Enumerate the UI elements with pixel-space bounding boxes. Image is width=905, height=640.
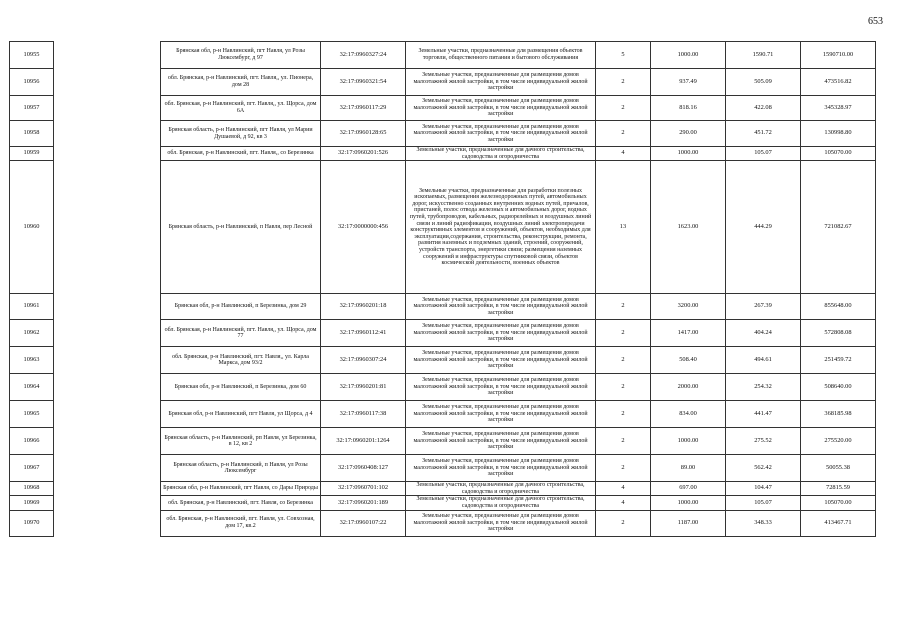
gap-cell [54, 147, 161, 161]
rate-cell: 441.47 [726, 401, 801, 428]
land-purpose-cell: Земельные участки, предназначенные для размещения объектов торговли, общественного питания и бытового обслуживания [406, 42, 596, 69]
group-code-cell: 2 [596, 428, 651, 455]
land-purpose-cell: Земельные участки, предназначенные для дачного строительства, садоводства и огородничества [406, 482, 596, 496]
table-row [10, 121, 876, 147]
land-purpose-cell: Земельные участки, предназначенные для размещения домов малоэтажной жилой застройки, в том числе индивидуальной жилой застройки [406, 455, 596, 482]
group-code-cell: 2 [596, 294, 651, 320]
row-id-cell: 10961 [10, 294, 54, 320]
address-cell: Брянская обл, р-н Навлинский, пгт Навля, ул Щорса, д 4 [161, 401, 321, 428]
cadastral-number-cell: 32:17:0960201:18 [321, 294, 406, 320]
rate-cell: 105.07 [726, 496, 801, 510]
row-id-cell: 10962 [10, 320, 54, 347]
cadastral-number-cell: 32:17:0000000:456 [321, 161, 406, 294]
cadastral-number-cell: 32:17:0960201:189 [321, 496, 406, 510]
gap-cell [54, 161, 161, 294]
area-cell: 2000.00 [651, 374, 726, 401]
cadastral-value-cell: 130998.80 [801, 121, 876, 147]
address-cell: Брянская область, р-н Навлинский, пгт Навля, ул Марии Душаевой, д 92, кв 3 [161, 121, 321, 147]
row-id-cell: 10967 [10, 455, 54, 482]
address-cell: обл. Брянская, р-н Навлинский, пгт. Навля,, со Березинка [161, 147, 321, 161]
cadastral-number-cell: 32:17:0960408:127 [321, 455, 406, 482]
rate-cell: 275.52 [726, 428, 801, 455]
cadastral-value-cell: 50055.38 [801, 455, 876, 482]
cadastral-number-cell: 32:17:0960112:41 [321, 320, 406, 347]
address-cell: Брянская обл, р-н Навлинский, пгт Навля, со Дары Природы [161, 482, 321, 496]
cadastral-value-cell: 105070.00 [801, 147, 876, 161]
table-row [10, 482, 876, 496]
area-cell: 697.00 [651, 482, 726, 496]
address-cell: обл. Брянская, р-н Навлинский, пгт. Навля,, ул. Щорса, дом 77 [161, 320, 321, 347]
cadastral-number-cell: 32:17:0960201:526 [321, 147, 406, 161]
cadastral-value-cell: 251459.72 [801, 347, 876, 374]
group-code-cell: 2 [596, 510, 651, 536]
cadastral-number-cell: 32:17:0960201:81 [321, 374, 406, 401]
cadastral-value-cell: 413467.71 [801, 510, 876, 536]
gap-cell [54, 96, 161, 121]
area-cell: 1000.00 [651, 42, 726, 69]
row-id-cell: 10959 [10, 147, 54, 161]
land-purpose-cell: Земельные участки, предназначенные для размещения домов малоэтажной жилой застройки, в том числе индивидуальной жилой застройки [406, 428, 596, 455]
table-row [10, 401, 876, 428]
table-row [10, 147, 876, 161]
group-code-cell: 2 [596, 96, 651, 121]
land-purpose-cell: Земельные участки, предназначенные для размещения домов малоэтажной жилой застройки, в том числе индивидуальной жилой застройки [406, 294, 596, 320]
address-cell: Брянская обл, р-н Навлинский, п Березинка, дом 29 [161, 294, 321, 320]
address-cell: обл. Брянская, р-н Навлинский, пгт. Навля,, ул. Щорса, дом 6А [161, 96, 321, 121]
row-id-cell: 10958 [10, 121, 54, 147]
gap-cell [54, 374, 161, 401]
area-cell: 1000.00 [651, 428, 726, 455]
row-id-cell: 10970 [10, 510, 54, 536]
cadastral-number-cell: 32:17:0960117:29 [321, 96, 406, 121]
row-id-cell: 10968 [10, 482, 54, 496]
area-cell: 89.00 [651, 455, 726, 482]
land-purpose-cell: Земельные участки, предназначенные для размещения домов малоэтажной жилой застройки, в том числе индивидуальной жилой застройки [406, 374, 596, 401]
rate-cell: 494.61 [726, 347, 801, 374]
land-purpose-cell: Земельные участки, предназначенные для разработки полезных ископаемых, размещения железнодорожных путей, автомобильных дорог, искусственно созданных внутренних водных путей, причалов, пристаней, полос отвода железных и автомобильных дорог, водных путей, трубопроводов, кабельных, радиорелейных и воздушных линий связи и линий радиофикации, воздушных линий электропередачи конструктивных элементов и сооружений, объектов, необходимых для эксплуатации,содержания, строительства, реконструкции, ремонта, развития наземных и подземных зданий, строений, сооружений, устройств транспорта, энергетики связи; размещения наземных сооружений и инфраструктуры спутниковой связи, объектов космической деятельности, военных объектов [406, 161, 596, 294]
address-cell: Брянская область, р-н Навлинский, п Навля, ул Розы Люксембург [161, 455, 321, 482]
cadastral-number-cell: 32:17:0960128:65 [321, 121, 406, 147]
cadastral-value-cell: 105070.00 [801, 496, 876, 510]
row-id-cell: 10969 [10, 496, 54, 510]
row-id-cell: 10965 [10, 401, 54, 428]
page-number: 653 [868, 16, 883, 27]
address-cell: Брянская обл, р-н Навлинский, п Березинка, дом 60 [161, 374, 321, 401]
rate-cell: 104.47 [726, 482, 801, 496]
cadastral-number-cell: 32:17:0960327:24 [321, 42, 406, 69]
cadastral-number-cell: 32:17:0960117:38 [321, 401, 406, 428]
land-purpose-cell: Земельные участки, предназначенные для размещения домов малоэтажной жилой застройки, в том числе индивидуальной жилой застройки [406, 510, 596, 536]
gap-cell [54, 428, 161, 455]
cadastral-value-cell: 368185.98 [801, 401, 876, 428]
address-cell: Брянская область, р-н Навлинский, п Навля, пер Лесной [161, 161, 321, 294]
area-cell: 1187.00 [651, 510, 726, 536]
cadastral-value-cell: 572808.08 [801, 320, 876, 347]
cadastral-number-cell: 32:17:0960321:54 [321, 69, 406, 96]
cadastral-value-cell: 1590710.00 [801, 42, 876, 69]
row-id-cell: 10963 [10, 347, 54, 374]
gap-cell [54, 69, 161, 96]
gap-cell [54, 42, 161, 69]
group-code-cell: 2 [596, 347, 651, 374]
group-code-cell: 4 [596, 482, 651, 496]
gap-cell [54, 121, 161, 147]
rate-cell: 505.09 [726, 69, 801, 96]
table-row [10, 42, 876, 69]
row-id-cell: 10956 [10, 69, 54, 96]
table-row [10, 455, 876, 482]
row-id-cell: 10955 [10, 42, 54, 69]
table-row [10, 96, 876, 121]
cadastral-number-cell: 32:17:0960201:1264 [321, 428, 406, 455]
rate-cell: 444.29 [726, 161, 801, 294]
address-cell: обл. Брянская, р-н Навлинский, пгт. Навля,, ул. Пионера, дом 28 [161, 69, 321, 96]
row-id-cell: 10960 [10, 161, 54, 294]
group-code-cell: 2 [596, 374, 651, 401]
address-cell: обл. Брянская, р-н Навлинский, пгт. Навля, ул. Совхозная, дом 17, кв.2 [161, 510, 321, 536]
area-cell: 290.00 [651, 121, 726, 147]
rate-cell: 254.32 [726, 374, 801, 401]
cadastral-value-cell: 855648.00 [801, 294, 876, 320]
group-code-cell: 2 [596, 121, 651, 147]
table-row [10, 347, 876, 374]
row-id-cell: 10964 [10, 374, 54, 401]
rate-cell: 105.07 [726, 147, 801, 161]
group-code-cell: 4 [596, 147, 651, 161]
area-cell: 3200.00 [651, 294, 726, 320]
table-row [10, 69, 876, 96]
group-code-cell: 13 [596, 161, 651, 294]
cadastral-value-cell: 275520.00 [801, 428, 876, 455]
row-id-cell: 10966 [10, 428, 54, 455]
group-code-cell: 2 [596, 69, 651, 96]
address-cell: обл. Брянская, р-н Навлинский, пгт. Навля,, ул. Карла Маркса, дом 93/2 [161, 347, 321, 374]
cadastral-value-cell: 72815.59 [801, 482, 876, 496]
rate-cell: 404.24 [726, 320, 801, 347]
address-cell: Брянская область, р-н Навлинский, рп Навля, ул Березинка, в 12, кв 2 [161, 428, 321, 455]
land-purpose-cell: Земельные участки, предназначенные для размещения домов малоэтажной жилой застройки, в том числе индивидуальной жилой застройки [406, 401, 596, 428]
table-row [10, 374, 876, 401]
table-row [10, 428, 876, 455]
area-cell: 508.40 [651, 347, 726, 374]
cadastral-value-cell: 345328.97 [801, 96, 876, 121]
row-id-cell: 10957 [10, 96, 54, 121]
area-cell: 937.49 [651, 69, 726, 96]
rate-cell: 451.72 [726, 121, 801, 147]
area-cell: 818.16 [651, 96, 726, 121]
table-row [10, 510, 876, 536]
group-code-cell: 4 [596, 496, 651, 510]
rate-cell: 1590.71 [726, 42, 801, 69]
gap-cell [54, 347, 161, 374]
area-cell: 834.00 [651, 401, 726, 428]
table-row [10, 496, 876, 510]
group-code-cell: 5 [596, 42, 651, 69]
address-cell: обл. Брянская, р-н Навлинский, пгт. Навля, со Березинка [161, 496, 321, 510]
area-cell: 1623.00 [651, 161, 726, 294]
area-cell: 1000.00 [651, 496, 726, 510]
registry-table [9, 41, 876, 537]
rate-cell: 562.42 [726, 455, 801, 482]
gap-cell [54, 320, 161, 347]
land-purpose-cell: Земельные участки, предназначенные для размещения домов малоэтажной жилой застройки, в том числе индивидуальной жилой застройки [406, 121, 596, 147]
address-cell: Брянская обл, р-н Навлинский, пгт Навля, ул Розы Люксембург, д 97 [161, 42, 321, 69]
cadastral-number-cell: 32:17:0960107:22 [321, 510, 406, 536]
cadastral-value-cell: 721082.67 [801, 161, 876, 294]
table-row [10, 161, 876, 294]
land-purpose-cell: Земельные участки, предназначенные для размещения домов малоэтажной жилой застройки, в том числе индивидуальной жилой застройки [406, 347, 596, 374]
group-code-cell: 2 [596, 455, 651, 482]
cadastral-number-cell: 32:17:0960701:102 [321, 482, 406, 496]
gap-cell [54, 455, 161, 482]
gap-cell [54, 482, 161, 496]
rate-cell: 267.39 [726, 294, 801, 320]
cadastral-number-cell: 32:17:0960307:24 [321, 347, 406, 374]
table-row [10, 294, 876, 320]
cadastral-value-cell: 508640.00 [801, 374, 876, 401]
land-purpose-cell: Земельные участки, предназначенные для дачного строительства, садоводства и огородничества [406, 496, 596, 510]
land-purpose-cell: Земельные участки, предназначенные для дачного строительства, садоводства и огородничества [406, 147, 596, 161]
table-row [10, 320, 876, 347]
rate-cell: 422.08 [726, 96, 801, 121]
rate-cell: 348.33 [726, 510, 801, 536]
gap-cell [54, 401, 161, 428]
table-body [10, 42, 876, 537]
gap-cell [54, 510, 161, 536]
land-purpose-cell: Земельные участки, предназначенные для размещения домов малоэтажной жилой застройки, в том числе индивидуальной жилой застройки [406, 96, 596, 121]
group-code-cell: 2 [596, 401, 651, 428]
group-code-cell: 2 [596, 320, 651, 347]
area-cell: 1000.00 [651, 147, 726, 161]
land-purpose-cell: Земельные участки, предназначенные для размещения домов малоэтажной жилой застройки, в том числе индивидуальной жилой застройки [406, 69, 596, 96]
land-purpose-cell: Земельные участки, предназначенные для размещения домов малоэтажной жилой застройки, в том числе индивидуальной жилой застройки [406, 320, 596, 347]
cadastral-value-cell: 473516.82 [801, 69, 876, 96]
gap-cell [54, 294, 161, 320]
area-cell: 1417.00 [651, 320, 726, 347]
gap-cell [54, 496, 161, 510]
